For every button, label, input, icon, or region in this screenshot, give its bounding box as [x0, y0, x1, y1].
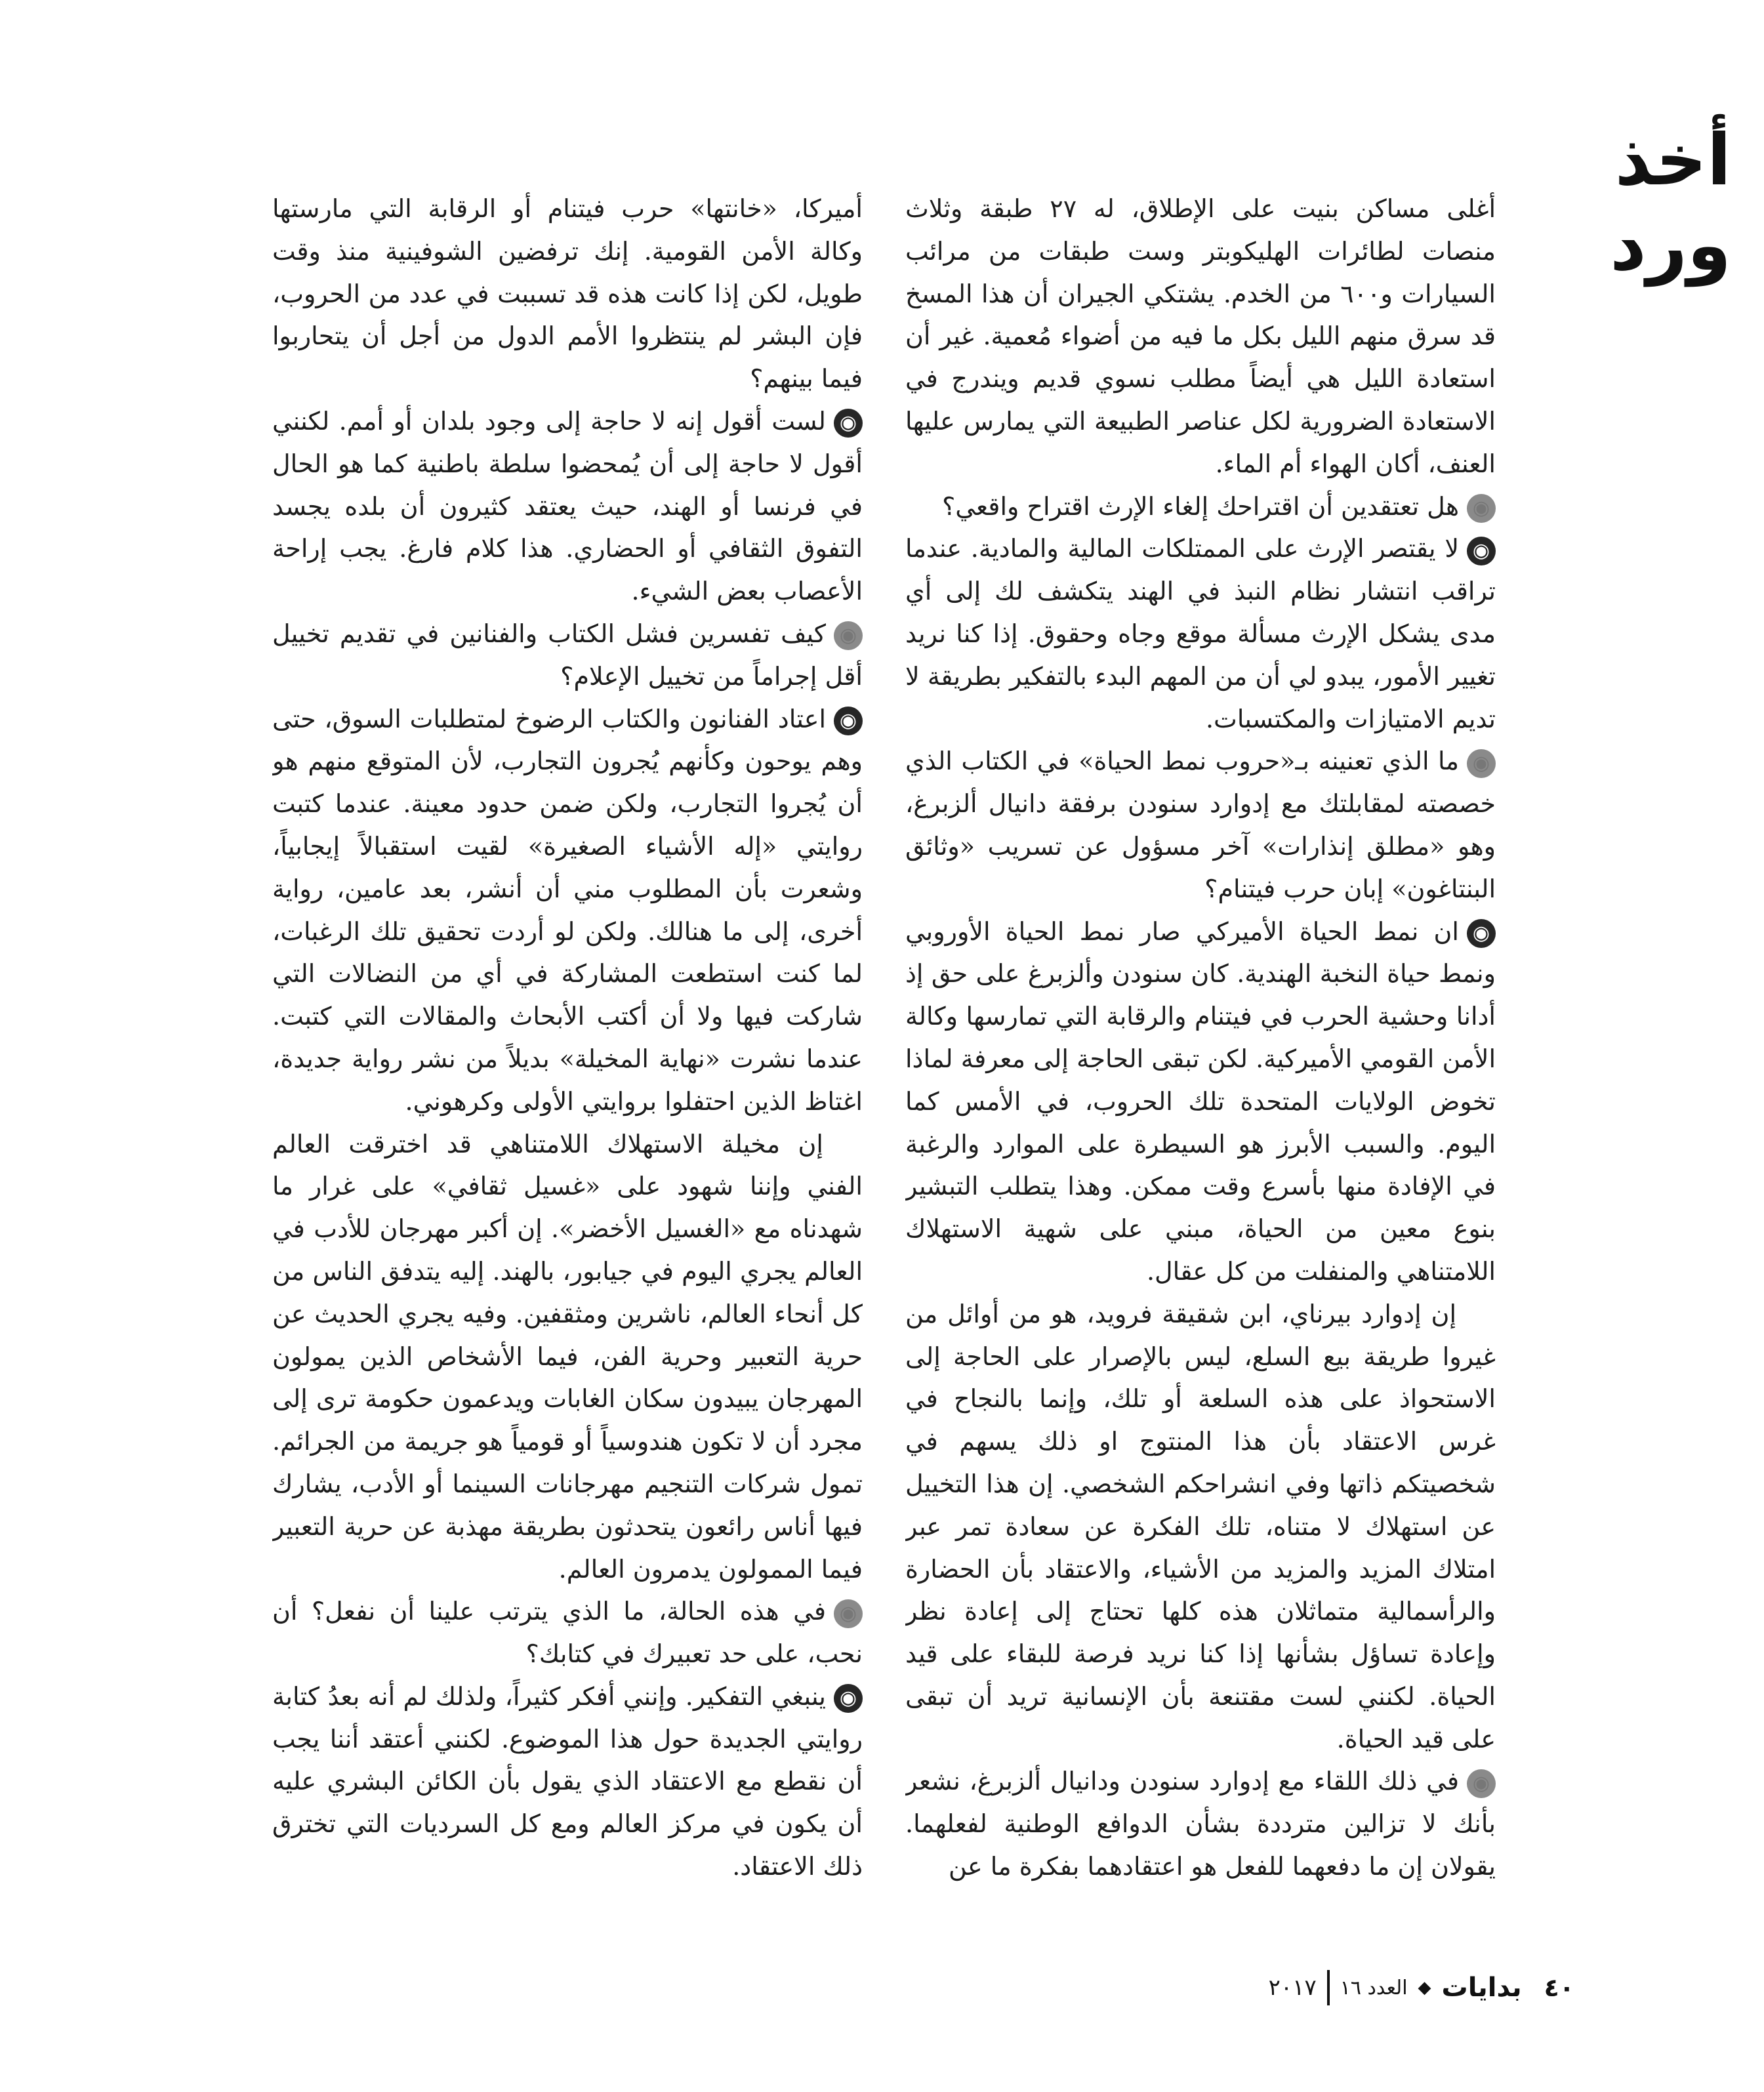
answer-marker-icon: ◉	[834, 707, 863, 735]
paragraph-text: ما الذي تعنينه بـ«حروب نمط الحياة» في الكتاب الذي خصصته لمقابلتك مع إدوارد سنودن برفقة دانيال ألزبرغ، وهو «مطلق إنذارات» آخر مسؤول عن تسريب «وثائق البنتاغون» إبان حرب فيتنام؟	[905, 747, 1496, 903]
question-marker-icon: ◉	[834, 1599, 863, 1628]
diamond-separator-icon: ◆	[1418, 1978, 1431, 1998]
paragraph-text: في ذلك اللقاء مع إدوارد سنودن ودانيال ألزبرغ، نشعر بأنك لا تزالين مترددة بشأن الدوافع الوطنية لفعلهما. يقولان إن ما دفعهما للفعل هو اعتقادهما بفكرة ما عن	[905, 1767, 1496, 1881]
interview-question	[272, 613, 863, 698]
answer-marker-icon: ◉	[834, 1684, 863, 1713]
interview-question	[905, 740, 1496, 910]
question-marker-icon: ◉	[1467, 749, 1496, 778]
paragraph-text: ينبغي التفكير. وإنني أفكر كثيراً، ولذلك لم أنه بعدُ كتابة روايتي الجديدة حول هذا الموضوع. لكنني أعتقد أننا يجب أن نقطع مع الاعتقاد الذي يقول بأن الكائن البشري عليه أن يكون في مركز العالم ومع كل السرديات التي تخترق ذلك الاعتقاد.	[272, 1681, 863, 1881]
article-column-right	[905, 188, 1496, 1919]
paragraph-text: أغلى مساكن بنيت على الإطلاق، له ٢٧ طبقة وثلاث منصات لطائرات الهليكوبتر وست طبقات من مرائب السيارات و٦٠٠ من الخدم. يشتكي الجيران أن هذا المسخ قد سرق منهم الليل بكل ما فيه من أضواء مُعمية. غير أن استعادة الليل هي أيضاً مطلب نسوي قديم ويندرج في الاستعادة الضرورية لكل عناصر الطبيعة التي يمارس عليها العنف، أكان الهواء أم الماء.	[905, 194, 1496, 478]
paragraph-text: إن مخيلة الاستهلاك اللامتناهي قد اخترقت العالم الفني وإننا شهود على «غسيل ثقافي» على غرار ما شهدناه مع «الغسيل الأخضر». إن أكبر مهرجان للأدب في العالم يجري اليوم في جيابور، بالهند. إليه يتدفق الناس من كل أنحاء العالم، ناشرين ومثقفين. وفيه يجري الحديث عن حرية التعبير وحرية الفن، فيما الأشخاص الذين يمولون المهرجان يبيدون سكان الغابات ويدعمون حكومة ترى إلى مجرد أن لا تكون هندوسياً أو قومياً هو جريمة من الجرائم. تمول شركات التنجيم مهرجانات السينما أو الأدب، يشارك فيها أناس رائعون يتحدثون بطريقة مهذبة عن حرية التعبير فيما الممولون يدمرون العالم.	[272, 1129, 863, 1584]
vertical-divider	[1327, 1970, 1330, 2005]
paragraph-text: اعتاد الفنانون والكتاب الرضوخ لمتطلبات السوق، حتى وهم يوحون وكأنهم يُجرون التجارب، لأن المتوقع منهم هو أن يُجروا التجارب، ولكن ضمن حدود معينة. عندما كتبت روايتي «إله الأشياء الصغيرة» لقيت استقبالاً إيجابياً، وشعرت بأن المطلوب مني أن أنشر، بعد عامين، رواية أخرى، إلى ما هنالك. ولكن لو أردت تحقيق تلك الرغبات، لما كنت استطعت المشاركة في أي من النضالات التي شاركت فيها ولا أن أكتب الأبحاث والمقالات التي كتبت. عندما نشرت «نهاية المخيلة» بديلاً من نشر رواية جديدة، اغتاظ الذين احتفلوا بروايتي الأولى وكرهوني.	[272, 704, 863, 1116]
answer-marker-icon: ◉	[1467, 919, 1496, 948]
body-paragraph	[905, 1293, 1496, 1761]
interview-answer	[272, 400, 863, 613]
paragraph-text: لا يقتصر الإرث على الممتلكات المالية والمادية. عندما تراقب انتشار نظام النبذ في الهند يتكشف لك إلى أي مدى يشكل الإرث مسألة موقع وجاه وحقوق. إذا كنا نريد تغيير الأمور، يبدو لي أن من المهم البدء بالتفكير بطريقة لا تديم الامتيازات والمكتسبات.	[905, 534, 1496, 733]
interview-question	[272, 1590, 863, 1675]
paragraph-text: لست أقول إنه لا حاجة إلى وجود بلدان أو أمم. لكنني أقول لا حاجة إلى أن يُمحضوا سلطة باطنية كما هو الحال في فرنسا أو الهند، حيث يعتقد كثيرون أن بلده يجسد التفوق الثقافي أو الحضاري. هذا كلام فارغ. يجب إراحة الأعصاب بعض الشيء.	[272, 406, 863, 606]
answer-marker-icon: ◉	[1467, 537, 1496, 565]
answer-marker-icon: ◉	[834, 409, 863, 438]
paragraph-text: أميركا، «خانتها» حرب فيتنام أو الرقابة التي مارستها وكالة الأمن القومية. إنك ترفضين الشوفينية منذ وقت طويل، لكن إذا كانت هذه قد تسببت في عدد من الحروب، فإن البشر لم ينتظروا الأمم الدول من أجل أن يتحاربوا فيما بينهم؟	[272, 194, 863, 394]
paragraph-text: ان نمط الحياة الأميركي صار نمط الحياة الأوروبي ونمط حياة النخبة الهندية. كان سنودن وألزبرغ على حق إذ أدانا وحشية الحرب في فيتنام والرقابة التي تمارسها وكالة الأمن القومي الأميركية. لكن تبقى الحاجة إلى معرفة لماذا تخوض الولايات المتحدة تلك الحروب، في الأمس كما اليوم. والسبب الأبرز هو السيطرة على الموارد والرغبة في الإفادة منها بأسرع وقت ممكن. وهذا يتطلب التبشير بنوع معين من الحياة، مبني على شهية الاستهلاك اللامتناهي والمنفلت من كل عقال.	[905, 916, 1496, 1286]
question-marker-icon: ◉	[1467, 1769, 1496, 1798]
body-paragraph	[905, 188, 1496, 485]
interview-answer	[905, 911, 1496, 1293]
interview-question	[905, 485, 1496, 528]
interview-answer	[272, 698, 863, 1123]
paragraph-text: كيف تفسرين فشل الكتاب والفنانين في تقديم تخييل أقل إجراماً من تخييل الإعلام؟	[272, 619, 863, 691]
interview-answer	[272, 1675, 863, 1888]
paragraph-text: إن إدوارد بيرناي، ابن شقيقة فرويد، هو من أوائل من غيروا طريقة بيع السلع، ليس بالإصرار على الحاجة إلى الاستحواذ على هذه السلعة أو تلك، وإنما بالنجاح في غرس الاعتقاد بأن هذا المنتوج او ذلك يسهم في شخصيتكم ذاتها وفي انشراحكم الشخصي. إن هذا التخييل عن استهلاك لا متناه، تلك الفكرة عن سعادة تمر عبر امتلاك المزيد والمزيد من الأشياء، والاعتقاد بأن الحضارة والرأسمالية متماثلان هذه كلها تحتاج إلى إعادة نظر وإعادة تساؤل بشأنها إذا كنا نريد فرصة للبقاء على قيد الحياة. لكنني لست مقتنعة بأن الإنسانية تريد أن تبقى على قيد الحياة.	[905, 1299, 1496, 1754]
body-paragraph	[272, 188, 863, 400]
question-marker-icon: ◉	[834, 621, 863, 650]
page-number: ٤٠	[1544, 1973, 1574, 2002]
issue-number: العدد ١٦	[1340, 1976, 1408, 2000]
body-paragraph	[272, 1123, 863, 1591]
issue-year: ٢٠١٧	[1268, 1975, 1317, 2001]
article-column-left	[272, 188, 863, 1919]
interview-question	[905, 1760, 1496, 1887]
section-title: أخذ ورد	[1610, 119, 1731, 287]
paragraph-text: في هذه الحالة، ما الذي يترتب علينا أن نفعل؟ أن نحب، على حد تعبيرك في كتابك؟	[272, 1597, 863, 1669]
magazine-name: بدايات	[1441, 1973, 1522, 2003]
interview-answer	[905, 527, 1496, 740]
paragraph-text: هل تعتقدين أن اقتراحك إلغاء الإرث اقتراح واقعي؟	[942, 491, 1459, 521]
question-marker-icon: ◉	[1467, 494, 1496, 523]
page-footer	[1194, 1968, 1574, 2007]
